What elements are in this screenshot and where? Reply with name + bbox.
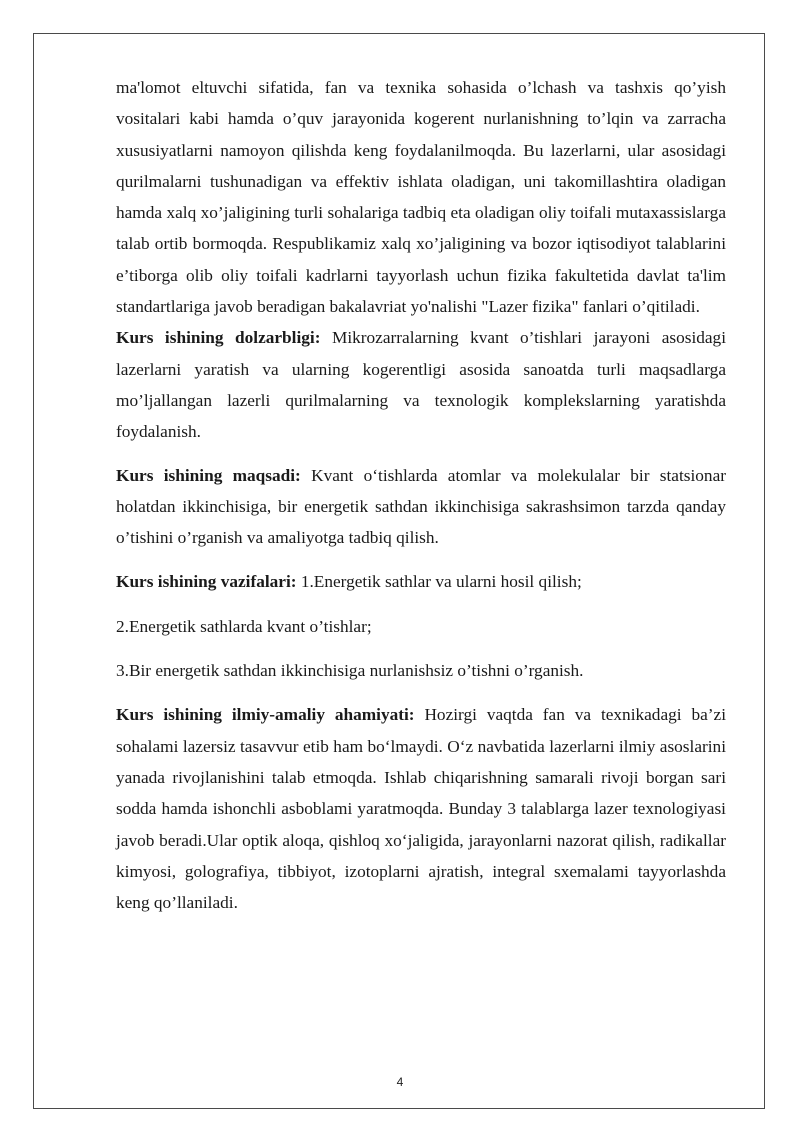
tasks-item-3-paragraph <box>116 655 726 686</box>
intro-paragraph: ma'lomot eltuvchi sifatida, fan va texnika sohasida o’lchash va tashxis qo’yish vositalari kabi hamda o’quv jarayonida kogerent nurlanishning to’lqin va zarracha xususiyatlarni namoyon qilishda keng foydalanilmoqda. Bu lazerlarni, ular asosidagi qurilmalarni tushunadigan va effektiv ishlata oladigan, uni takomillashtira oladigan hamda xalq xo’jaligining turli sohalariga tadbiq eta oladigan oliy toifali mutaxassislarga talab ortib bormoqda. Respublikamiz xalq xo’jaligining va bozor iqtisodiyot talablarini e’tiborga olib oliy toifali kadrlarni tayyorlash uchun fizika fakultetida davlat ta'lim standartlariga javob beradigan bakalavriat yo'nalishi "Lazer fizika" fanlari o’qitiladi. <box>116 78 726 317</box>
relevance-text: Mikrozarralarning kvant o’tishlari jarayoni asosidagi lazerlarni yaratish va ularning kogerentligi asosida sanoatda turli maqsadlarga mo’ljallangan lazerli qurilmalarning va texnologik komplekslarning yaratishda foydalanish. <box>116 328 727 442</box>
tasks-item-2-paragraph <box>116 611 726 642</box>
page-number: 4 <box>396 1075 404 1089</box>
goal-label: Kurs ishining maqsadi: <box>116 465 301 485</box>
relevance-label: Kurs ishining dolzarbligi: <box>116 328 321 348</box>
tasks-item-3: 3.Bir energetik sathdan ikkinchisiga nurlanishsiz o’tishni o’rganish. <box>116 661 584 681</box>
tasks-paragraph <box>116 566 726 597</box>
goal-text: Kvant o‘tishlarda atomlar va molekulalar bir statsionar holatdan ikkinchisiga, bir energetik sathdan ikkinchisiga sakrashsimon tarzda qanday o’tishini o’rganish va amaliyotga tadbiq qilish. <box>116 465 726 548</box>
significance-paragraph <box>116 699 726 918</box>
relevance-paragraph <box>116 322 726 447</box>
significance-text: Hozirgi vaqtda fan va texnikadagi ba’zi sohalami lazersiz tasavvur etib ham bo‘lmaydi. O‘z navbatida lazerlarni ilmiy asoslarini yanada rivojlanishini talab etmoqda. Ishlab chiqarishning samarali rivoji borgan sari sodda hamda ishonchli asboblami yaratmoqda. Bunday 3 talablarga lazer texnologiyasi javob beradi.Ular optik aloqa, qishloq xo‘jaligida, jarayonlarni nazorat qilish, radikallar kimyosi, golografiya, tibbiyot, izotoplarni ajratish, integral sxemalami tayyorlashda keng qo’llaniladi. <box>116 705 726 913</box>
tasks-label: Kurs ishining vazifalari: <box>116 572 297 592</box>
goal-paragraph <box>116 460 726 554</box>
tasks-item-1: 1.Energetik sathlar va ularni hosil qilish; <box>296 572 582 592</box>
document-body <box>116 72 726 918</box>
tasks-item-2: 2.Energetik sathlarda kvant o’tishlar; <box>116 616 372 636</box>
significance-label: Kurs ishining ilmiy-amaliy ahamiyati: <box>116 705 415 725</box>
